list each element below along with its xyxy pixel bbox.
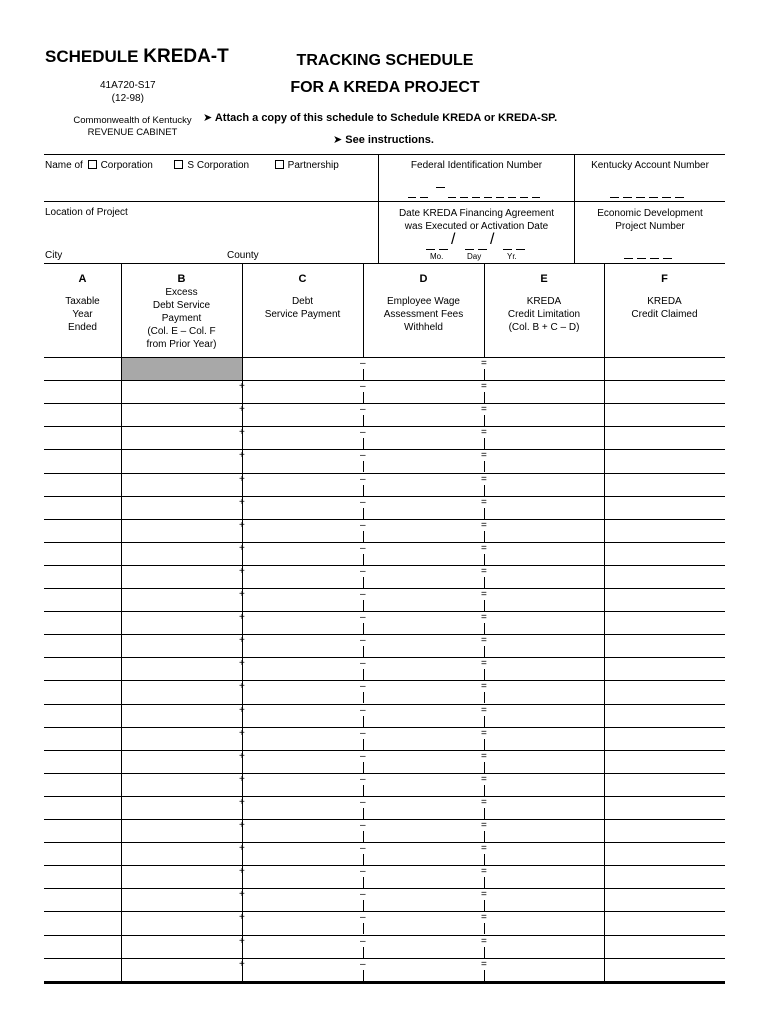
operator-divider: [363, 669, 364, 680]
minus-operator: –: [360, 589, 366, 600]
table-row[interactable]: [44, 380, 725, 403]
column-header-line: Service Payment: [264, 309, 341, 320]
ky-blank: [636, 197, 645, 198]
operator-divider: [363, 623, 364, 634]
column-header-c: [242, 264, 363, 357]
column-letter: D: [419, 273, 428, 285]
equals-operator: =: [481, 658, 487, 669]
plus-operator: +: [239, 474, 245, 485]
county-label: County: [227, 250, 259, 261]
minus-operator: –: [360, 681, 366, 692]
date-slash: /: [451, 231, 456, 248]
fein-blank: [520, 197, 528, 198]
table-row[interactable]: [44, 657, 725, 680]
day-blank: [465, 249, 474, 250]
equals-operator: =: [481, 866, 487, 877]
equals-operator: =: [481, 912, 487, 923]
operator-divider: [242, 854, 243, 865]
column-header-line: KREDA: [526, 296, 562, 307]
column-header-line: Payment: [161, 313, 202, 324]
equals-operator: =: [481, 520, 487, 531]
equals-operator: =: [481, 358, 487, 369]
column-header-line: Year: [72, 309, 93, 320]
year-label: Yr.: [507, 252, 517, 261]
operator-divider: [484, 485, 485, 496]
entity-type-row: [45, 160, 339, 171]
fein-hyphen: [436, 187, 445, 188]
minus-operator: –: [360, 843, 366, 854]
table-row[interactable]: [44, 357, 725, 380]
column-letter: C: [298, 273, 307, 285]
equals-operator: =: [481, 705, 487, 716]
operator-divider: [484, 692, 485, 703]
column-header-e: [484, 264, 604, 357]
column-header-line: (Col. B + C – D): [508, 322, 580, 333]
column-header-line: Taxable: [65, 296, 100, 307]
minus-operator: –: [360, 728, 366, 739]
plus-operator: +: [239, 866, 245, 877]
operator-divider: [242, 438, 243, 449]
plus-operator: +: [239, 797, 245, 808]
operator-divider: [363, 461, 364, 472]
ky-account-label: Kentucky Account Number: [591, 160, 709, 171]
attach-note: ➤ Attach a copy of this schedule to Schedule KREDA or KREDA-SP.: [203, 112, 558, 124]
equals-operator: =: [481, 381, 487, 392]
plus-operator: +: [239, 658, 245, 669]
rule-table-bottom: [44, 982, 725, 984]
schedule-title: [45, 46, 229, 68]
column-header-f: [604, 264, 725, 357]
equals-operator: =: [481, 450, 487, 461]
operator-divider: [484, 554, 485, 565]
column-header-line: Debt: [291, 296, 314, 307]
minus-operator: –: [360, 474, 366, 485]
operator-divider: [484, 900, 485, 911]
operator-divider: [242, 785, 243, 796]
column-header-a: [44, 264, 121, 357]
fein-blank: [472, 197, 480, 198]
operator-divider: [363, 947, 364, 958]
table-row[interactable]: [44, 588, 725, 611]
table-row[interactable]: [44, 819, 725, 842]
date-label: [379, 207, 574, 233]
fein-blank: [408, 197, 416, 198]
month-blank: [439, 249, 448, 250]
plus-operator: +: [239, 450, 245, 461]
column-header-line: Withheld: [404, 322, 443, 333]
operator-divider: [242, 808, 243, 819]
month-blank: [426, 249, 435, 250]
agency-line1: Commonwealth of Kentucky: [73, 115, 192, 126]
table-row[interactable]: [44, 865, 725, 888]
day-blank: [478, 249, 487, 250]
year-blank: [516, 249, 525, 250]
operator-divider: [363, 900, 364, 911]
operator-divider: [363, 531, 364, 542]
equals-operator: =: [481, 427, 487, 438]
equals-operator: =: [481, 774, 487, 785]
operator-divider: [484, 785, 485, 796]
table-row[interactable]: [44, 611, 725, 634]
operator-divider: [242, 531, 243, 542]
table-row[interactable]: [44, 519, 725, 542]
operator-divider: [242, 623, 243, 634]
operator-divider: [242, 577, 243, 588]
econ-blank: [650, 258, 659, 259]
equals-operator: =: [481, 566, 487, 577]
plus-operator: +: [239, 912, 245, 923]
date-label-line1: Date KREDA Financing Agreement: [398, 208, 555, 219]
operator-divider: [484, 438, 485, 449]
operator-divider: [242, 554, 243, 565]
plus-operator: +: [239, 843, 245, 854]
equals-operator: =: [481, 751, 487, 762]
column-header-b: [121, 264, 242, 357]
operator-divider: [242, 485, 243, 496]
operator-divider: [484, 600, 485, 611]
equals-operator: =: [481, 728, 487, 739]
table-row[interactable]: [44, 888, 725, 911]
column-header-d: [363, 264, 484, 357]
minus-operator: –: [360, 566, 366, 577]
equals-operator: =: [481, 474, 487, 485]
column-header-line: Assessment Fees: [383, 309, 464, 320]
operator-divider: [363, 692, 364, 703]
fein-blank: [484, 197, 492, 198]
operator-divider: [242, 508, 243, 519]
operator-divider: [484, 646, 485, 657]
fein-blank: [448, 197, 456, 198]
minus-operator: –: [360, 612, 366, 623]
column-letter: A: [78, 273, 87, 285]
equals-operator: =: [481, 936, 487, 947]
minus-operator: –: [360, 820, 366, 831]
form-number: 41A720-S17: [100, 80, 156, 91]
fein-blank: [508, 197, 516, 198]
operator-divider: [363, 739, 364, 750]
operator-divider: [363, 831, 364, 842]
table-row[interactable]: [44, 842, 725, 865]
minus-operator: –: [360, 658, 366, 669]
table-row[interactable]: [44, 727, 725, 750]
minus-operator: –: [360, 866, 366, 877]
minus-operator: –: [360, 936, 366, 947]
s-corporation-label: S Corporation: [187, 160, 250, 171]
econ-blank: [663, 258, 672, 259]
operator-divider: [484, 669, 485, 680]
plus-operator: +: [239, 404, 245, 415]
fein-blank: [460, 197, 468, 198]
minus-operator: –: [360, 543, 366, 554]
operator-divider: [363, 970, 364, 981]
plus-operator: +: [239, 681, 245, 692]
minus-operator: –: [360, 404, 366, 415]
operator-divider: [363, 415, 364, 426]
table-row[interactable]: [44, 796, 725, 819]
ky-blank: [610, 197, 619, 198]
operator-divider: [484, 923, 485, 934]
form-number-block: [100, 79, 156, 105]
minus-operator: –: [360, 450, 366, 461]
header-column-divider: [363, 264, 364, 357]
column-header-line: Credit Limitation: [507, 309, 581, 320]
plus-operator: +: [239, 959, 245, 970]
table-row[interactable]: [44, 449, 725, 472]
operator-divider: [242, 646, 243, 657]
plus-operator: +: [239, 497, 245, 508]
plus-operator: +: [239, 705, 245, 716]
plus-operator: +: [239, 774, 245, 785]
name-of-label: Name of: [45, 160, 83, 171]
equals-operator: =: [481, 404, 487, 415]
minus-operator: –: [360, 381, 366, 392]
operator-divider: [363, 785, 364, 796]
minus-operator: –: [360, 497, 366, 508]
equals-operator: =: [481, 589, 487, 600]
equals-operator: =: [481, 889, 487, 900]
operator-divider: [242, 461, 243, 472]
operator-divider: [242, 415, 243, 426]
column-header-line: Excess: [165, 287, 198, 298]
ky-blank: [649, 197, 658, 198]
plus-operator: +: [239, 589, 245, 600]
operator-divider: [484, 716, 485, 727]
month-label: Mo.: [430, 252, 444, 261]
plus-operator: +: [239, 635, 245, 646]
column-letter: B: [177, 273, 186, 285]
equals-operator: =: [481, 959, 487, 970]
agency-block: [60, 115, 205, 139]
minus-operator: –: [360, 358, 366, 369]
operator-divider: [484, 415, 485, 426]
header-column-divider: [484, 264, 485, 357]
econ-dev-line1: Economic Development: [597, 208, 703, 219]
operator-divider: [363, 600, 364, 611]
operator-divider: [484, 808, 485, 819]
schedule-prefix: SCHEDULE: [45, 47, 139, 66]
table-row[interactable]: [44, 773, 725, 796]
table-row[interactable]: [44, 680, 725, 703]
column-letter: E: [540, 273, 548, 285]
agency-line2: REVENUE CABINET: [87, 127, 178, 138]
operator-divider: [242, 692, 243, 703]
table-row[interactable]: [44, 403, 725, 426]
plus-operator: +: [239, 381, 245, 392]
header-column-divider: [242, 264, 243, 357]
date-slash: /: [490, 231, 495, 248]
header-column-divider: [121, 264, 122, 357]
table-row[interactable]: [44, 473, 725, 496]
rule-project: [44, 201, 725, 202]
operator-divider: [484, 970, 485, 981]
plus-operator: +: [239, 820, 245, 831]
table-row[interactable]: [44, 935, 725, 958]
minus-operator: –: [360, 797, 366, 808]
operator-divider: [242, 600, 243, 611]
corporation-label: Corporation: [100, 160, 153, 171]
plus-operator: +: [239, 936, 245, 947]
location-label: Location of Project: [45, 207, 128, 218]
operator-divider: [484, 623, 485, 634]
operator-divider: [484, 947, 485, 958]
partnership-label: Partnership: [287, 160, 339, 171]
fein-blank: [420, 197, 428, 198]
ky-blank: [662, 197, 671, 198]
operator-divider: [484, 831, 485, 842]
ky-blank: [623, 197, 632, 198]
operator-divider: [363, 392, 364, 403]
operator-divider: [242, 831, 243, 842]
s-corporation-checkbox[interactable]: [174, 160, 183, 169]
column-header-line: Ended: [68, 322, 97, 333]
header-column-divider: [604, 264, 605, 357]
equals-operator: =: [481, 797, 487, 808]
plus-operator: +: [239, 751, 245, 762]
operator-divider: [363, 923, 364, 934]
operator-divider: [242, 392, 243, 403]
column-header-line: Credit Claimed: [631, 309, 698, 320]
form-date: (12-98): [111, 93, 144, 104]
equals-operator: =: [481, 843, 487, 854]
equals-operator: =: [481, 681, 487, 692]
fein-label: Federal Identification Number: [410, 160, 543, 171]
operator-divider: [484, 461, 485, 472]
minus-operator: –: [360, 520, 366, 531]
econ-dev-label: [575, 207, 725, 233]
econ-blank: [637, 258, 646, 259]
table-row[interactable]: [44, 750, 725, 773]
operator-divider: [484, 392, 485, 403]
table-row[interactable]: [44, 542, 725, 565]
form-title: [285, 47, 485, 101]
operator-divider: [363, 508, 364, 519]
operator-divider: [242, 716, 243, 727]
operator-divider: [363, 808, 364, 819]
title-line2: FOR A KREDA PROJECT: [290, 79, 480, 96]
column-header-line: from Prior Year): [146, 339, 217, 350]
equals-operator: =: [481, 543, 487, 554]
operator-divider: [363, 854, 364, 865]
operator-divider: [363, 369, 364, 380]
title-line1: TRACKING SCHEDULE: [296, 52, 474, 69]
fein-blank: [496, 197, 504, 198]
operator-divider: [484, 508, 485, 519]
plus-operator: +: [239, 612, 245, 623]
operator-divider: [363, 716, 364, 727]
operator-divider: [242, 900, 243, 911]
equals-operator: =: [481, 635, 487, 646]
equals-operator: =: [481, 497, 487, 508]
plus-operator: +: [239, 728, 245, 739]
column-header-line: Employee Wage: [387, 296, 460, 307]
plus-operator: +: [239, 889, 245, 900]
table-row[interactable]: [44, 634, 725, 657]
econ-dev-line2: Project Number: [615, 221, 685, 232]
plus-operator: +: [239, 566, 245, 577]
plus-operator: +: [239, 543, 245, 554]
operator-divider: [242, 669, 243, 680]
minus-operator: –: [360, 751, 366, 762]
date-label-line2: was Executed or Activation Date: [404, 221, 549, 232]
operator-divider: [242, 970, 243, 981]
operator-divider: [363, 762, 364, 773]
operator-divider: [363, 438, 364, 449]
operator-divider: [484, 854, 485, 865]
column-letter: F: [661, 273, 668, 285]
table-row[interactable]: [44, 704, 725, 727]
operator-divider: [242, 762, 243, 773]
see-instructions: ➤ See instructions.: [333, 134, 434, 146]
operator-divider: [242, 947, 243, 958]
minus-operator: –: [360, 959, 366, 970]
operator-divider: [484, 739, 485, 750]
minus-operator: –: [360, 912, 366, 923]
operator-divider: [484, 877, 485, 888]
operator-divider: [484, 762, 485, 773]
operator-divider: [242, 923, 243, 934]
econ-blank: [624, 258, 633, 259]
table-row[interactable]: [44, 426, 725, 449]
operator-divider: [363, 877, 364, 888]
day-label: Day: [467, 252, 482, 261]
column-header-line: Debt Service: [152, 300, 211, 311]
schedule-name: KREDA-T: [143, 46, 229, 67]
plus-operator: +: [239, 520, 245, 531]
year-blank: [503, 249, 512, 250]
table-row[interactable]: [44, 496, 725, 519]
operator-divider: [363, 577, 364, 588]
operator-divider: [484, 531, 485, 542]
city-label: City: [45, 250, 63, 261]
equals-operator: =: [481, 820, 487, 831]
rule-top: [44, 154, 725, 155]
operator-divider: [363, 646, 364, 657]
table-row[interactable]: [44, 565, 725, 588]
fein-blank: [532, 197, 540, 198]
minus-operator: –: [360, 889, 366, 900]
operator-divider: [484, 577, 485, 588]
partnership-checkbox[interactable]: [275, 160, 284, 169]
plus-operator: +: [239, 427, 245, 438]
table-row[interactable]: [44, 958, 725, 981]
minus-operator: –: [360, 774, 366, 785]
minus-operator: –: [360, 705, 366, 716]
operator-divider: [363, 554, 364, 565]
minus-operator: –: [360, 427, 366, 438]
corporation-checkbox[interactable]: [88, 160, 97, 169]
operator-divider: [242, 877, 243, 888]
operator-divider: [484, 369, 485, 380]
ky-blank: [675, 197, 684, 198]
operator-divider: [363, 485, 364, 496]
operator-divider: [242, 739, 243, 750]
minus-operator: –: [360, 635, 366, 646]
table-row[interactable]: [44, 911, 725, 934]
equals-operator: =: [481, 612, 487, 623]
column-header-line: (Col. E – Col. F: [147, 326, 216, 337]
column-header-line: KREDA: [647, 296, 682, 307]
